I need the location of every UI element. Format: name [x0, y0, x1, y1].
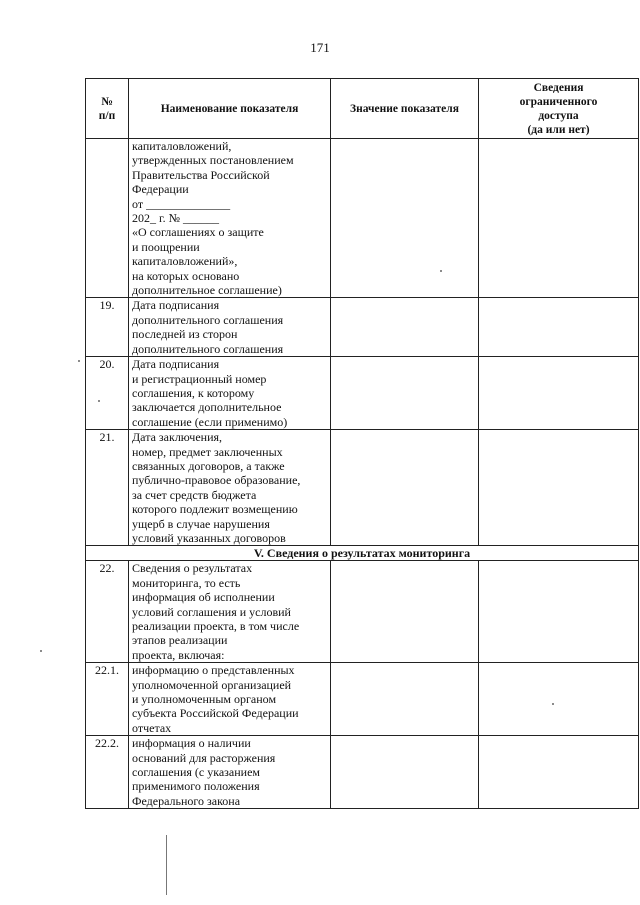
indicator-name: Дата подписания и регистрационный номер соглашения, к которому заключается дополнительное соглашение (если применимо)	[129, 357, 331, 430]
restricted-access	[479, 430, 639, 546]
indicator-name: Сведения о результатах мониторинга, то есть информация об исполнении условий соглашения и условий реализации проекта, в том числе этапов реализации проекта, включая:	[129, 561, 331, 663]
table-row	[86, 357, 639, 430]
row-number: 22.2.	[86, 736, 129, 809]
section-row	[86, 546, 639, 561]
table-row	[86, 736, 639, 809]
indicator-value	[331, 139, 479, 298]
row-number: 22.	[86, 561, 129, 663]
section-title: V. Сведения о результатах мониторинга	[86, 546, 639, 561]
indicator-value	[331, 430, 479, 546]
indicator-name: информация о наличии оснований для расторжения соглашения (с указанием применимого положения Федерального закона	[129, 736, 331, 809]
row-number: 20.	[86, 357, 129, 430]
row-number: 21.	[86, 430, 129, 546]
row-number: 22.1.	[86, 663, 129, 736]
table-row	[86, 430, 639, 546]
table-row	[86, 139, 639, 298]
row-number: 19.	[86, 298, 129, 357]
table-header-row	[86, 79, 639, 139]
restricted-access	[479, 663, 639, 736]
restricted-access	[479, 139, 639, 298]
indicator-name: капиталовложений, утвержденных постановлением Правительства Российской Федерации от ______________ 202_ г. № ______ «О соглашениях о защите и поощрении капиталовложений», на которых основано дополнительное соглашение)	[129, 139, 331, 298]
table-row	[86, 663, 639, 736]
scan-speck	[440, 270, 442, 272]
header-name: Наименование показателя	[129, 79, 331, 139]
indicator-name: информацию о представленных уполномоченной организацией и уполномоченным органом субъекта Российской Федерации отчетах	[129, 663, 331, 736]
indicator-table	[85, 78, 639, 809]
row-number	[86, 139, 129, 298]
indicator-name: Дата подписания дополнительного соглашения последней из сторон дополнительного соглашения	[129, 298, 331, 357]
scan-speck	[98, 400, 100, 402]
indicator-value	[331, 561, 479, 663]
page-number: 171	[310, 40, 330, 55]
binding-mark	[166, 835, 167, 895]
restricted-access	[479, 736, 639, 809]
header-restricted: Сведения ограниченного доступа (да или нет)	[479, 79, 639, 139]
scan-speck	[552, 703, 554, 705]
indicator-value	[331, 357, 479, 430]
indicator-name: Дата заключения, номер, предмет заключенных связанных договоров, а также публично-правовое образование, за счет средств бюджета которого подлежит возмещению ущерб в случае нарушения условий указанных договоров	[129, 430, 331, 546]
indicator-value	[331, 298, 479, 357]
table-row	[86, 298, 639, 357]
restricted-access	[479, 561, 639, 663]
scan-speck	[40, 650, 42, 652]
header-num: № п/п	[86, 79, 129, 139]
scan-speck	[78, 360, 80, 362]
restricted-access	[479, 298, 639, 357]
indicator-value	[331, 736, 479, 809]
restricted-access	[479, 357, 639, 430]
indicator-value	[331, 663, 479, 736]
header-value: Значение показателя	[331, 79, 479, 139]
table-row	[86, 561, 639, 663]
